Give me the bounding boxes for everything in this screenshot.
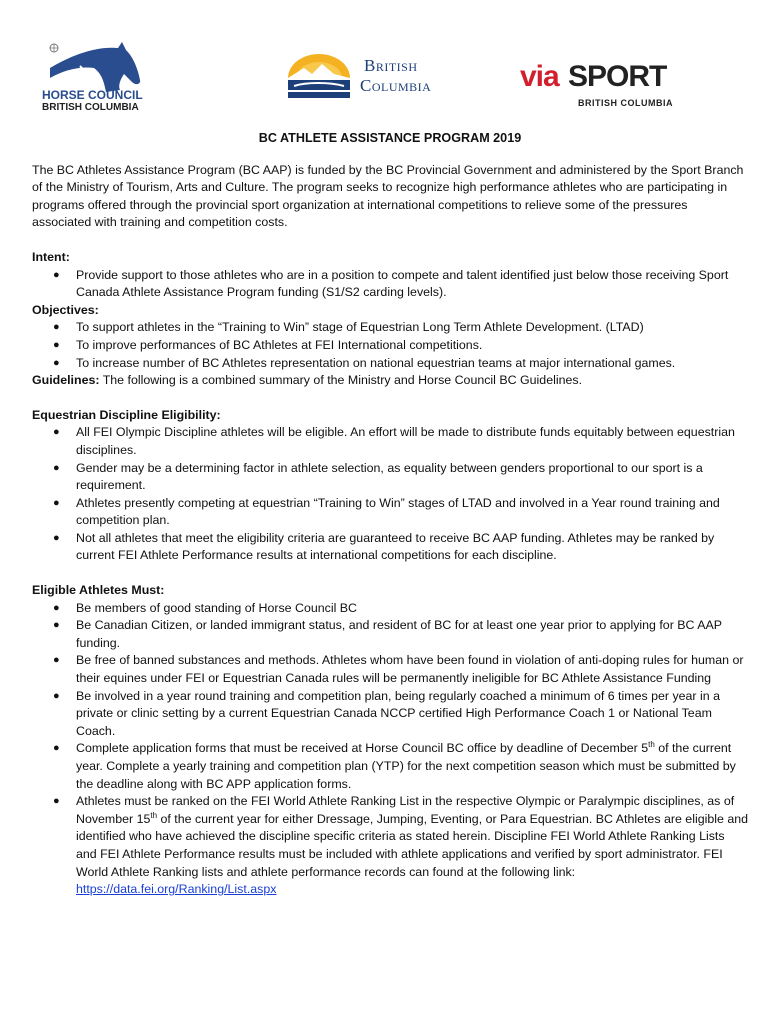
bullet-icon: ●	[53, 426, 60, 439]
eligible-athletes-list	[32, 600, 748, 899]
intent-list	[32, 267, 748, 302]
list-item: ● Complete application forms that must be received at Horse Council BC office by deadline of December 5th of the current year. Complete a yearly training and competition plan (YTP) for the next competition season which must be submitted by the deadline along with BC APP application forms.	[53, 740, 736, 791]
list-item: ● Be members of good standing of Horse Council BC	[32, 600, 748, 618]
document-title: BC ATHLETE ASSISTANCE PROGRAM 2019	[258, 131, 522, 145]
british-columbia-logo	[284, 44, 464, 112]
eligible-athletes-heading: Eligible Athletes Must:	[32, 583, 165, 598]
horse-council-line1: HORSE COUNCIL	[42, 88, 143, 102]
viasport-sub: BRITISH COLUMBIA	[578, 98, 673, 108]
list-item: ● Not all athletes that meet the eligibility criteria are guaranteed to receive BC AAP funding. Athletes may be ranked by current FEI Athlete Performance results at international competitions for each discipline.	[53, 530, 715, 563]
bullet-icon: ●	[53, 321, 60, 334]
bullet-icon: ●	[53, 795, 60, 808]
bullet-icon: ●	[53, 461, 60, 474]
horse-council-logo	[40, 38, 150, 118]
eligibility-heading: Equestrian Discipline Eligibility:	[32, 407, 221, 422]
bc-logo-line1: British	[364, 56, 418, 75]
list-item: ● Be free of banned substances and methods. Athletes whom have been found in violation of anti-doping rules for human or their equines under FEI or Equestrian Canada rules will be permanently ineligible for BC Athlete Assistance Funding	[53, 653, 744, 686]
bullet-icon: ●	[53, 601, 60, 614]
bullet-icon: ●	[53, 619, 60, 632]
eligibility-list	[32, 424, 748, 565]
list-item: ● Athletes must be ranked on the FEI World Athlete Ranking List in the respective Olympic or Paralympic disciplines, as of November 15th of the current year for either Dressage, Jumping, Eventing, or Para Equestrian. BC Athletes are eligible and identified who have achieved the discipline specific criteria as stated herein. Discipline FEI World Athlete Ranking Lists and FEI Athlete Performance results must be included with athlete applications and verified by sport administrator. FEI World Athlete Ranking lists and athlete performance records can found at the following link: https://data.fei.org/Ranking/List.aspx	[53, 794, 749, 897]
viasport-logo	[520, 60, 690, 116]
viasport-via: via	[520, 60, 559, 93]
bullet-icon: ●	[53, 654, 60, 667]
bullet-icon: ●	[53, 742, 60, 755]
list-item: ● Gender may be a determining factor in athlete selection, as equality between genders proportional to our sport is a requirement.	[53, 460, 703, 493]
intent-heading: Intent:	[32, 249, 70, 264]
bullet-icon: ●	[53, 356, 60, 369]
guidelines-text: The following is a combined summary of the Ministry and Horse Council BC Guidelines.	[99, 373, 583, 388]
bullet-icon: ●	[53, 338, 60, 351]
objectives-list	[32, 319, 748, 372]
list-item: ● To improve performances of BC Athletes at FEI International competitions.	[32, 337, 748, 355]
bc-logo-line2: Columbia	[360, 76, 432, 95]
document-body	[32, 130, 748, 899]
bullet-icon: ●	[53, 496, 60, 509]
objectives-heading: Objectives:	[32, 302, 99, 317]
viasport-sport: SPORT	[568, 60, 667, 93]
bullet-icon: ●	[53, 689, 60, 702]
guidelines-line	[32, 372, 748, 390]
header-logos	[0, 0, 770, 120]
fei-ranking-link[interactable]: https://data.fei.org/Ranking/List.aspx	[76, 882, 277, 897]
list-item: ● Be involved in a year round training and competition plan, being regularly coached a minimum of 6 times per year in a private or clinic setting by a current Equestrian Canada NCCP certified High Performance Coach 1 or National Team Coach.	[53, 688, 720, 738]
bullet-icon: ●	[53, 268, 60, 281]
list-item: ● Be Canadian Citizen, or landed immigrant status, and resident of BC for at least one year prior to applying for BC AAP funding.	[53, 618, 722, 650]
intro-paragraph: The BC Athletes Assistance Program (BC AAP) is funded by the BC Provincial Government and administered by the Sport Branch of the Ministry of Tourism, Arts and Culture. The program seeks to recognize high performance athletes who are participating in programs offered through the provincial sport organization at international competitions to relieve some of the pressures associated with training and competition costs.	[32, 162, 744, 230]
list-item: ● Athletes presently competing at equestrian “Training to Win” stages of LTAD and involved in a Year round training and competition plan.	[53, 495, 720, 528]
list-item: ● All FEI Olympic Discipline athletes will be eligible. An effort will be made to distribute funds equitably between equestrian disciplines.	[53, 425, 735, 457]
bullet-icon: ●	[53, 531, 60, 544]
list-item: ● To support athletes in the “Training to Win” stage of Equestrian Long Term Athlete Development. (LTAD)	[32, 319, 748, 337]
horse-council-line2: BRITISH COLUMBIA	[42, 102, 139, 113]
list-item: ● To increase number of BC Athletes representation on national equestrian teams at major international games.	[32, 355, 748, 373]
list-item: ● Provide support to those athletes who are in a position to compete and talent identified just below those receiving Sport Canada Athlete Assistance Program funding (S1/S2 carding levels).	[53, 267, 729, 300]
guidelines-heading: Guidelines:	[32, 373, 100, 388]
sunrise-mountains-icon	[284, 48, 354, 108]
